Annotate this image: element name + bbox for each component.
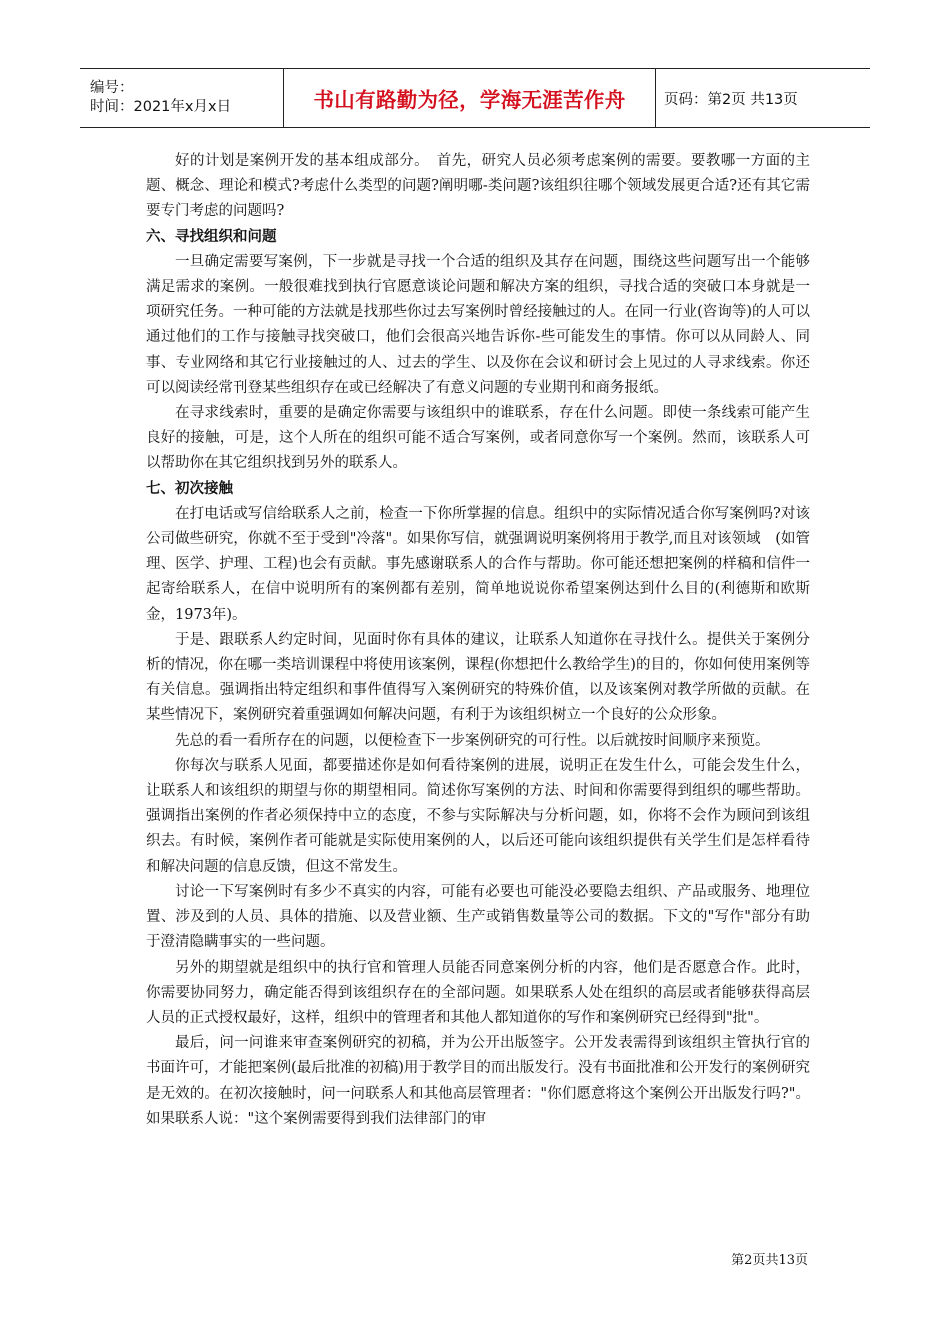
header-motto-cell bbox=[283, 69, 656, 127]
body-paragraph: 好的计划是案例开发的基本组成部分。 首先，研究人员必须考虑案例的需要。要教哪一方面的主题、概念、理论和模式?考虑什么类型的问题?阐明哪-类问题?该组织往哪个领域发展更合适?还有其它需要专门考虑的问题吗? bbox=[146, 153, 810, 220]
document-time-label: 时间：2021年x月x日 bbox=[90, 99, 232, 115]
header-page-label: 页码：第2页 共13页 bbox=[664, 91, 798, 108]
body-paragraph: 讨论一下写案例时有多少不真实的内容，可能有必要也可能没必要隐去组织、产品或服务、地理位置、涉及到的人员、具体的措施、以及营业额、生产或销售数量等公司的数据。下文的"写作"部分有助于澄清隐瞒事实的一些问题。 bbox=[146, 883, 810, 951]
body-paragraph: 在打电话或写信给联系人之前，检查一下你所掌握的信息。组织中的实际情况适合你写案例吗?对该公司做些研究，你就不至于受到"冷落"。如果你写信，就强调说明案例将用于教学,而且对该领域 (如管理、医学、护理、工程)也会有贡献。事先感谢联系人的合作与帮助。你可能还想把案例的样稿和信件一起寄给联系人，在信中说明所有的案例都有差别，简单地说说你希望案例达到什么目的(利德斯和欧斯金，1973年)。 bbox=[146, 505, 810, 623]
body-paragraph: 在寻求线索时，重要的是确定你需要与该组织中的谁联系，存在什么问题。即使一条线索可能产生良好的接触，可是，这个人所在的组织可能不适合写案例，或者同意你写一个案例。然而，该联系人可以帮助你在其它组织找到另外的联系人。 bbox=[146, 405, 810, 472]
body-paragraph: 于是、跟联系人约定时间，见面时你有具体的建议，让联系人知道你在寻找什么。提供关于案例分析的情况，你在哪一类培训课程中将使用该案例，课程(你想把什么教给学生)的目的，你如何使用案例等有关信息。强调指出特定组织和事件值得写入案例研究的特殊价值，以及该案例对教学所做的贡献。在某些情况下，案例研究着重强调如何解决问题，有利于为该组织树立一个良好的公众形象。 bbox=[146, 631, 810, 724]
document-number-label: 编号： bbox=[90, 80, 134, 96]
document-body bbox=[146, 149, 810, 1132]
section-heading: 七、初次接触 bbox=[146, 480, 233, 497]
page-footer bbox=[731, 1249, 808, 1268]
header-motto: 书山有路勤为径，学海无涯苦作舟 bbox=[313, 88, 626, 112]
header-page-cell bbox=[656, 69, 870, 127]
body-paragraph: 另外的期望就是组织中的执行官和管理人员能否同意案例分析的内容，他们是否愿意合作。此时，你需要协同努力，确定能否得到该组织存在的全部问题。如果联系人处在组织的高层或者能够获得高层人员的正式授权最好，这样，组织中的管理者和其他人都知道你的写作和案例研究已经得到"批"。 bbox=[146, 959, 810, 1026]
body-paragraph: 一旦确定需要写案例，下一步就是寻找一个合适的组织及其存在问题，围绕这些问题写出一个能够满足需求的案例。一般很难找到执行官愿意谈论问题和解决方案的组织，寻找合适的突破口本身就是一项研究任务。一种可能的方法就是找那些你过去写案例时曾经接触过的人。在同一行业(咨询等)的人可以通过他们的工作与接触寻找突破口，他们会很高兴地告诉你-些可能发生的事情。你可以从同龄人、同事、专业网络和其它行业接触过的人、过去的学生、以及你在会议和研讨会上见过的人寻求线索。你还可以阅读经常刊登某些组织存在或已经解决了有意义问题的专业期刊和商务报纸。 bbox=[146, 253, 810, 396]
body-paragraph: 最后，问一问谁来审查案例研究的初稿，并为公开出版签字。公开发表需得到该组织主管执行官的书面许可，才能把案例(最后批准的初稿)用于教学目的而出版发行。没有书面批准和公开发行的案例研究是无效的。在初次接触时，问一问联系人和其他高层管理者："你们愿意将这个案例公开出版发行吗?"。如果联系人说："这个案例需要得到我们法律部门的审 bbox=[146, 1035, 810, 1127]
footer-page-number: 第2页共13页 bbox=[731, 1253, 808, 1268]
section-heading: 六、寻找组织和问题 bbox=[146, 228, 277, 245]
header-meta bbox=[80, 69, 283, 127]
body-paragraph: 你每次与联系人见面，都要描述你是如何看待案例的进展，说明正在发生什么，可能会发生什么，让联系人和该组织的期望与你的期望相同。简述你写案例的方法、时间和你需要得到组织的哪些帮助。强调指出案例的作者必须保持中立的态度，不参与实际解决与分析问题，如，你将不会作为顾问到该组织去。有时候，案例作者可能就是实际使用案例的人，以后还可能向该组织提供有关学生们是怎样看待和解决问题的信息反馈，但这不常发生。 bbox=[146, 757, 810, 875]
body-paragraph: 先总的看一看所存在的问题，以便检查下一步案例研究的可行性。以后就按时间顺序来预览。 bbox=[175, 732, 770, 749]
page-header bbox=[80, 68, 870, 128]
